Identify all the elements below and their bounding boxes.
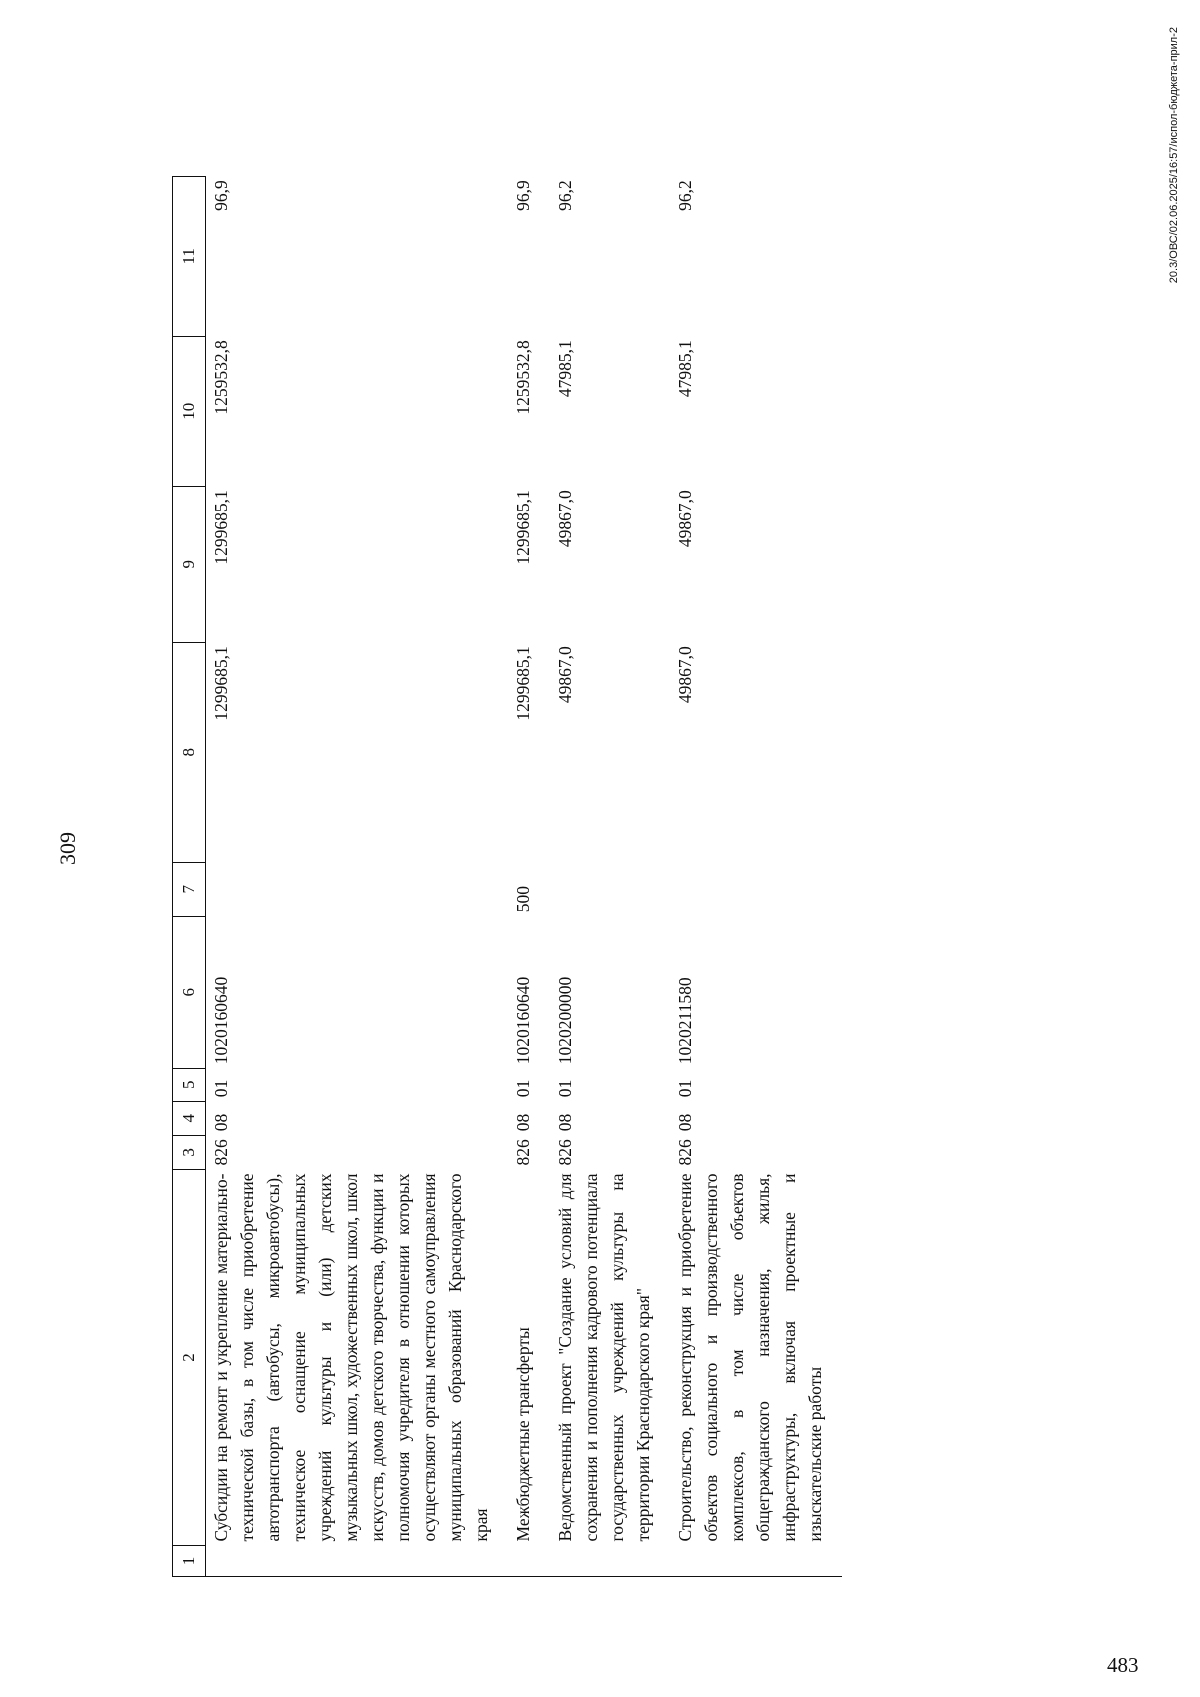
cell-approved-amount: 1299685,1 bbox=[211, 646, 231, 721]
cell-subsection-code: 01 bbox=[555, 1079, 575, 1098]
cell-description: Субсидии на ремонт и укрепление материально-технической базы, в том числе приобретение автотранспорта (автобусы, микроавтобусы), техническое оснащение муниципальных учреждений культуры и (или) детских музыкальных школ, художественных школ, школ искусств, домов детского творчества, функции и полномочия учредителя в отношении которых осуществляют органы местного самоуправления муниципальных образований Краснодарского края bbox=[211, 1173, 491, 1542]
cell-number bbox=[508, 1546, 550, 1577]
cell-number bbox=[550, 1546, 670, 1577]
sheet-number: 483 bbox=[1107, 1653, 1139, 1677]
cell-ministry-code: 826 bbox=[555, 1139, 575, 1166]
table-row bbox=[206, 176, 509, 1576]
document-footer-code: 20.3/ОВС/02.06.2025/16:57/испол-бюджета-прил-2 bbox=[1168, 27, 1180, 284]
column-header: 1 bbox=[173, 1546, 206, 1577]
cell-executed-amount: 47985,1 bbox=[555, 340, 575, 398]
table-header bbox=[173, 176, 206, 1576]
cell-expense-type: 500 bbox=[513, 886, 533, 913]
cell-subsection-code: 01 bbox=[211, 1079, 231, 1098]
cell-target-article: 1020211580 bbox=[675, 977, 695, 1065]
cell-execution-percent: 96,9 bbox=[211, 180, 231, 211]
column-header: 4 bbox=[173, 1101, 206, 1135]
cell-section-code: 08 bbox=[675, 1113, 695, 1132]
cell-ministry-code: 826 bbox=[513, 1139, 533, 1166]
column-header: 9 bbox=[173, 486, 206, 642]
cell-refined-amount: 49867,0 bbox=[555, 490, 575, 548]
cell-refined-amount: 49867,0 bbox=[675, 490, 695, 548]
column-header: 3 bbox=[173, 1135, 206, 1169]
column-header: 5 bbox=[173, 1068, 206, 1101]
table-row bbox=[508, 176, 550, 1576]
page-number: 309 bbox=[55, 832, 80, 865]
cell-executed-amount: 1259532,8 bbox=[513, 340, 533, 415]
cell-target-article: 1020160640 bbox=[211, 976, 231, 1065]
cell-description: Ведомственный проект "Создание условий для сохранения и пополнения кадрового потенциала государственных учреждений культуры на территории Краснодарского края" bbox=[555, 1173, 653, 1542]
cell-expense-type bbox=[206, 862, 509, 916]
budget-table bbox=[172, 176, 842, 1577]
cell-section-code: 08 bbox=[513, 1113, 533, 1132]
cell-description: Межбюджетные трансферты bbox=[513, 1327, 533, 1542]
cell-section-code: 08 bbox=[211, 1113, 231, 1132]
cell-ministry-code: 826 bbox=[675, 1139, 695, 1166]
column-header: 10 bbox=[173, 336, 206, 486]
column-header: 2 bbox=[173, 1170, 206, 1546]
table-row bbox=[550, 176, 670, 1576]
cell-ministry-code: 826 bbox=[211, 1139, 231, 1166]
cell-number bbox=[670, 1546, 842, 1577]
cell-subsection-code: 01 bbox=[513, 1079, 533, 1098]
column-header: 7 bbox=[173, 862, 206, 916]
cell-approved-amount: 1299685,1 bbox=[513, 646, 533, 721]
cell-approved-amount: 49867,0 bbox=[555, 646, 575, 704]
table-row bbox=[670, 176, 842, 1576]
cell-target-article: 1020200000 bbox=[555, 976, 575, 1065]
cell-refined-amount: 1299685,1 bbox=[513, 490, 533, 565]
cell-executed-amount: 1259532,8 bbox=[211, 340, 231, 415]
cell-expense-type bbox=[550, 862, 670, 916]
cell-execution-percent: 96,9 bbox=[513, 180, 533, 211]
column-header: 8 bbox=[173, 642, 206, 862]
cell-executed-amount: 47985,1 bbox=[675, 340, 695, 398]
cell-description: Строительство, реконструкция и приобретение объектов социального и производственного комплексов, в том числе объектов общегражданского назначения, жилья, инфраструктуры, включая проектные и изыскательские работы bbox=[675, 1173, 825, 1542]
cell-expense-type bbox=[670, 862, 842, 916]
cell-target-article: 1020160640 bbox=[513, 976, 533, 1065]
column-header: 6 bbox=[173, 916, 206, 1068]
cell-refined-amount: 1299685,1 bbox=[211, 490, 231, 565]
cell-subsection-code: 01 bbox=[675, 1079, 695, 1098]
cell-section-code: 08 bbox=[555, 1113, 575, 1132]
cell-execution-percent: 96,2 bbox=[675, 180, 695, 211]
cell-execution-percent: 96,2 bbox=[555, 180, 575, 211]
cell-approved-amount: 49867,0 bbox=[675, 646, 695, 704]
column-header: 11 bbox=[173, 176, 206, 336]
cell-number bbox=[206, 1546, 509, 1577]
